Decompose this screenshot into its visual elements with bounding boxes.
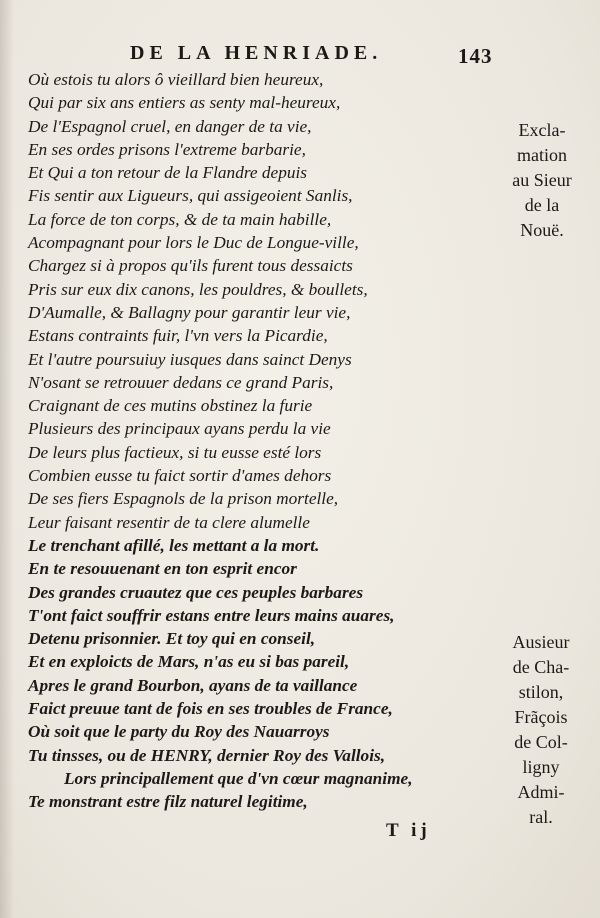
verse-line: Lors principallement que d'vn cœur magnanime, [64,768,413,788]
margin-note-line: Ausieur [512,632,570,652]
verse-line: Et Qui a ton retour de la Flandre depuis [28,163,308,183]
margin-note-line: ligny [522,757,560,777]
margin-note-line: Nouë. [520,220,564,240]
margin-note-coligny [496,630,586,830]
verse-line: En ses ordes prisons l'extreme barbarie, [28,139,306,159]
verse-line: Te monstrant estre filz naturel legitime, [28,792,308,812]
page-number: 143 [458,44,493,68]
margin-note-exclamation [497,118,587,243]
margin-note-line: Admi- [517,782,565,802]
verse-line: Qui par six ans entiers as senty mal-heureux, [28,93,341,113]
verse-line: Plusieurs des principaux ayans perdu la vie [28,419,331,439]
verse-line: Acompagnant pour lors le Duc de Longue-ville, [28,233,359,253]
verse-line: Faict preuue tant de fois en ses troubles de France, [28,699,393,719]
margin-note-line: Frãçois [514,707,568,727]
verse-line: Apres le grand Bourbon, ayans de ta vaillance [28,675,358,695]
page-gutter-shadow [0,0,14,918]
margin-note-line: au Sieur [512,170,572,190]
verse-line: Craignant de ces mutins obstinez la furie [28,396,313,416]
verse-line: De ses fiers Espagnols de la prison mortelle, [28,489,339,509]
margin-note-line: Excla- [518,120,566,140]
verse-line: T'ont faict souffrir estans entre leurs mains auares, [28,605,395,625]
verse-line: Pris sur eux dix canons, les pouldres, & boullets, [28,279,368,299]
margin-note-line: de la [524,195,560,215]
verse-line: La force de ton corps, & de ta main habille, [28,209,332,229]
verse-block [28,68,498,814]
verse-line: Où soit que le party du Roy des Nauarroys [28,722,330,742]
verse-line: Et en exploicts de Mars, n'as eu si bas pareil, [28,652,350,672]
verse-line: De leurs plus factieux, si tu eusse esté lors [28,442,322,462]
margin-note-line: ral. [529,807,553,827]
signature-mark: T ij [386,820,431,841]
verse-line: D'Aumalle, & Ballagny pour garantir leur vie, [28,302,351,322]
verse-line: De l'Espagnol cruel, en danger de ta vie, [28,116,312,136]
verse-line: Fis sentir aux Ligueurs, qui assigeoient Sanlis, [28,186,353,206]
verse-line: Combien eusse tu faict sortir d'ames dehors [28,466,332,486]
margin-note-line: mation [517,145,567,165]
verse-line: Estans contraints fuir, l'vn vers la Picardie, [28,326,328,346]
verse-line: Et l'autre poursuiuy iusques dans sainct Denys [28,349,352,369]
verse-line: Des grandes cruautez que ces peuples barbares [28,582,364,602]
verse-line: En te resouuenant en ton esprit encor [28,559,297,579]
verse-line: Detenu prisonnier. Et toy qui en conseil, [28,629,316,649]
verse-line: Le trenchant afillé, les mettant a la mort. [28,535,320,555]
verse-line: N'osant se retrouuer dedans ce grand Paris, [28,372,334,392]
verse-line: Leur faisant resentir de ta clere alumelle [28,512,310,532]
verse-line: Tu tinsses, ou de HENRY, dernier Roy des Vallois, [28,745,386,765]
verse-line: Où estois tu alors ô vieillard bien heureux, [28,70,324,89]
margin-note-line: de Cha- [512,657,570,677]
margin-note-line: stilon, [518,682,564,702]
running-head: DE LA HENRIADE. [130,42,383,64]
margin-note-line: de Col- [514,732,568,752]
verse-line: Chargez si à propos qu'ils furent tous dessaicts [28,256,353,276]
